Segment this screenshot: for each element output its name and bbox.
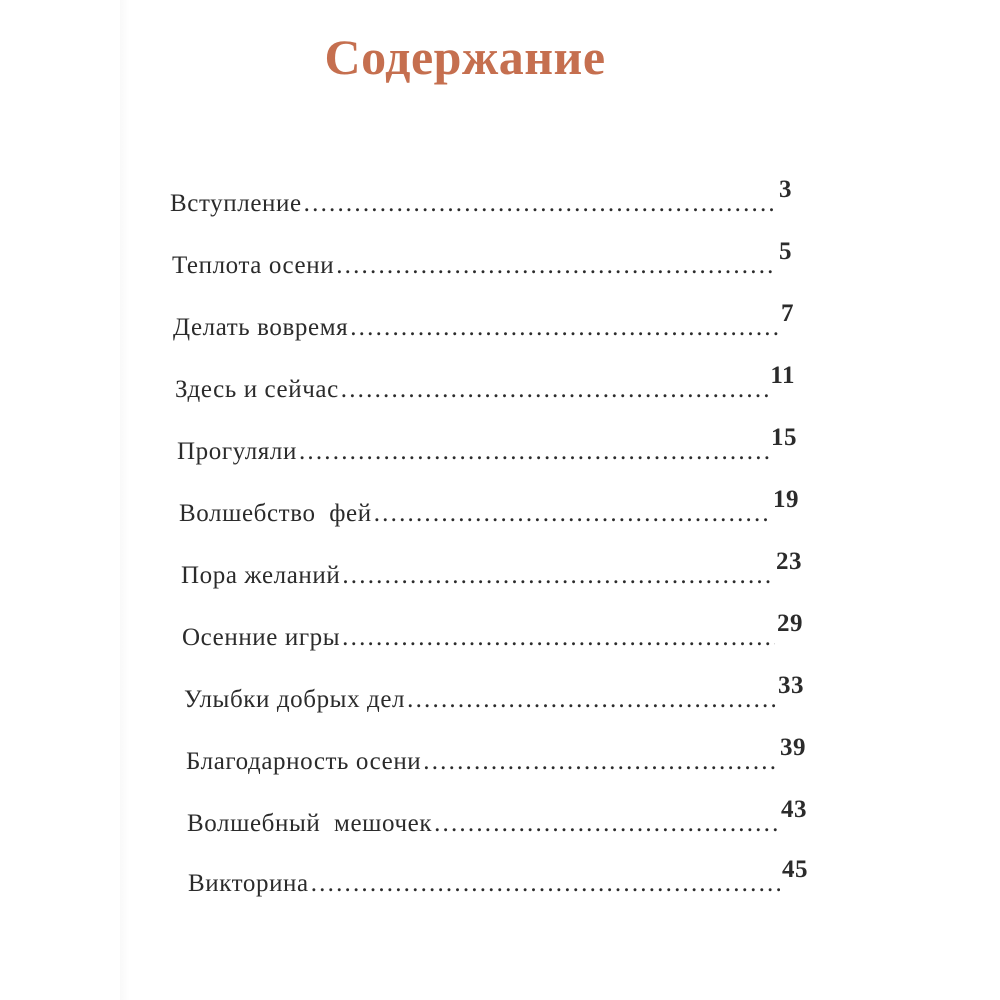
toc-dot-leader xyxy=(342,624,775,652)
toc-dot-leader xyxy=(434,810,779,838)
toc-entry-title: Вступление xyxy=(170,190,302,217)
toc-dot-leader xyxy=(342,562,774,590)
toc-entry xyxy=(181,550,802,590)
toc-dot-leader xyxy=(311,870,780,898)
toc-page-number: 15 xyxy=(771,424,797,451)
toc-page-number: 45 xyxy=(782,856,808,883)
toc-entry-title: Прогуляли xyxy=(177,438,297,465)
toc-page-number: 29 xyxy=(777,610,803,637)
toc-entry xyxy=(184,674,804,714)
toc-entry xyxy=(177,426,797,466)
toc-entry-title: Волшебный мешочек xyxy=(187,810,433,837)
toc-entry-title: Пора желаний xyxy=(181,562,341,589)
toc-page-number: 19 xyxy=(773,486,799,513)
toc-dot-leader xyxy=(374,500,771,528)
toc-entry xyxy=(179,488,799,528)
toc-page-number: 23 xyxy=(776,548,802,575)
toc-dot-leader xyxy=(304,190,777,218)
toc-dot-leader xyxy=(299,438,769,466)
toc-page-number: 3 xyxy=(779,176,792,203)
toc-dot-leader xyxy=(407,686,776,714)
toc-dot-leader xyxy=(350,314,779,342)
toc-page-number: 11 xyxy=(770,362,795,389)
toc-entry xyxy=(186,736,806,776)
toc-dot-leader xyxy=(341,376,769,404)
toc-entry xyxy=(170,178,792,218)
toc-page-number: 5 xyxy=(779,238,792,265)
toc-page-number: 39 xyxy=(780,734,806,761)
toc-entry xyxy=(188,858,808,898)
toc-entry-title: Волшебство фей xyxy=(179,500,372,527)
toc-dot-leader xyxy=(336,252,777,280)
toc-dot-leader xyxy=(423,748,778,776)
toc-entry-title: Делать вовремя xyxy=(173,314,349,341)
toc-entry-title: Здесь и сейчас xyxy=(175,376,339,403)
toc-entry xyxy=(172,240,792,280)
toc-entry xyxy=(173,302,794,342)
toc-entry-title: Викторина xyxy=(188,870,309,897)
toc-entry-title: Благодарность осени xyxy=(186,748,422,775)
toc-entry-title: Улыбки добрых дел xyxy=(184,686,406,713)
toc-entry-title: Теплота осени xyxy=(172,252,335,279)
toc-entry xyxy=(182,612,803,652)
page-title: Содержание xyxy=(324,29,606,85)
toc-entry xyxy=(187,798,807,838)
toc-page-number: 33 xyxy=(778,672,804,699)
toc-entry-title: Осенние игры xyxy=(182,624,341,651)
toc-entry xyxy=(175,364,795,404)
toc-page-number: 7 xyxy=(781,300,794,327)
toc-page-number: 43 xyxy=(781,796,807,823)
